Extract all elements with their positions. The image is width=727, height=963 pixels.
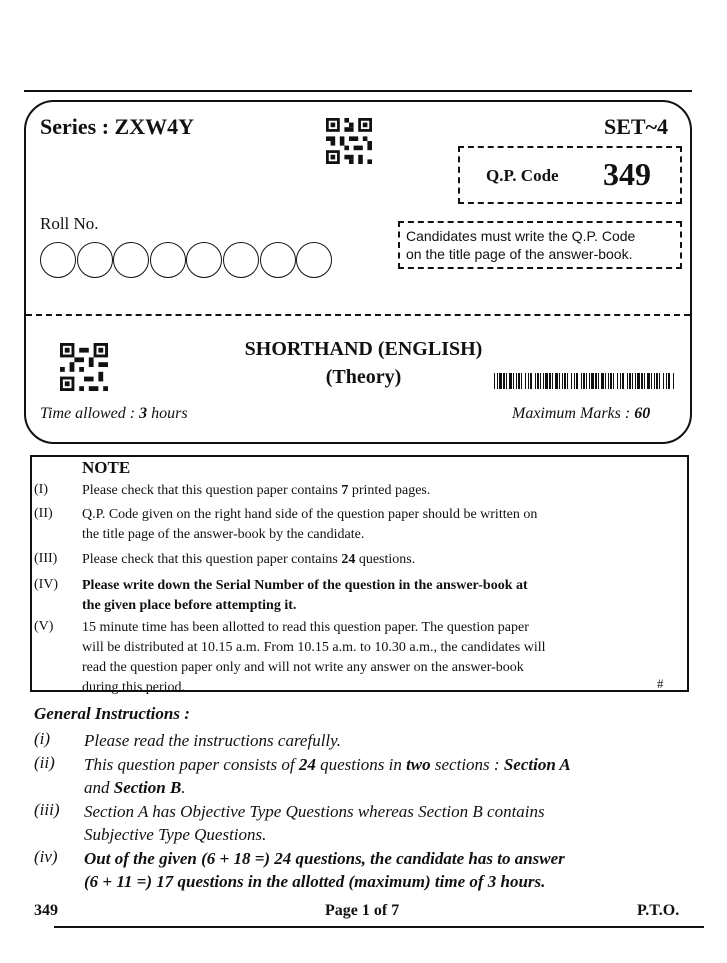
time-allowed-value: 3 [139, 405, 148, 422]
instruction-item [84, 847, 674, 893]
barcode-bar [666, 373, 667, 389]
barcode-icon [494, 373, 676, 389]
note-number: (IV) [34, 577, 59, 592]
barcode-bar [608, 373, 609, 389]
barcode-bar [549, 373, 551, 389]
barcode-bar [545, 373, 548, 389]
instruction-number: (i) [34, 729, 51, 748]
barcode-bar [601, 373, 604, 389]
barcode-bar [663, 373, 664, 389]
barcode-bar [668, 373, 670, 389]
barcode-bar [564, 373, 566, 389]
note-line: the given place before attempting it. [82, 598, 297, 613]
barcode-bar [656, 373, 658, 389]
instruction-item [84, 753, 654, 799]
roll-no-digit-box[interactable] [113, 242, 149, 278]
note-bold: 24 [341, 552, 356, 567]
barcode-bar [583, 373, 585, 389]
barcode-bar [576, 373, 578, 389]
header-separator [26, 314, 690, 316]
barcode-bar [506, 373, 507, 389]
roll-no-digit-box[interactable] [223, 242, 259, 278]
qp-code-label: Q.P. Code [486, 166, 559, 185]
qr-code-icon [324, 118, 374, 164]
barcode-bar [567, 373, 568, 389]
instruction-text: and [84, 778, 114, 797]
instruction-number: (iv) [34, 847, 58, 866]
barcode-bar [589, 373, 590, 389]
barcode-bar [543, 373, 544, 389]
end-mark: # [657, 676, 664, 691]
barcode-bar [571, 373, 572, 389]
roll-no-digit-box[interactable] [296, 242, 332, 278]
note-item [82, 550, 684, 570]
max-marks-label: Maximum Marks : [512, 405, 635, 422]
instruction-text: . [181, 778, 186, 797]
barcode-bar [574, 373, 575, 389]
roll-no-digit-box[interactable] [150, 242, 186, 278]
max-marks [512, 405, 650, 423]
note-text: printed pages. [348, 483, 431, 498]
instruction-line: Subjective Type Questions. [84, 825, 267, 844]
instruction-number: (ii) [34, 753, 55, 772]
note-line: the title page of the answer-book by the candidate. [82, 527, 365, 542]
instruction-text: sections : [430, 755, 504, 774]
barcode-bar [617, 373, 618, 389]
barcode-bar [503, 373, 505, 389]
qp-code-value: 349 [603, 156, 651, 192]
barcode-bar [537, 373, 539, 389]
instruction-item: Please read the instructions carefully. [84, 731, 342, 750]
instruction-bold: two [406, 755, 431, 774]
roll-no-digit-box[interactable] [186, 242, 222, 278]
instruction-line: Out of the given (6 + 18 =) 24 questions, the candidate has to answer [84, 849, 565, 868]
note-line: 15 minute time has been allotted to read this question paper. The question paper [82, 620, 529, 635]
footer-page-number: Page 1 of 7 [325, 902, 400, 919]
time-allowed-label: Time allowed : [40, 405, 140, 422]
instruction-line: Section A has Objective Type Questions whereas Section B contains [84, 802, 545, 821]
instruction-bold: 24 [298, 755, 316, 774]
barcode-bar [499, 373, 502, 389]
barcode-bar [644, 373, 645, 389]
roll-no-digit-box[interactable] [40, 242, 76, 278]
time-allowed [40, 405, 188, 423]
barcode-bar [562, 373, 563, 389]
barcode-bar [581, 373, 582, 389]
note-number: (I) [34, 482, 48, 497]
barcode-bar [659, 373, 660, 389]
barcode-bar [559, 373, 560, 389]
top-rule [24, 90, 692, 92]
note-item [82, 481, 684, 501]
barcode-bar [535, 373, 536, 389]
note-line: Please write down the Serial Number of the question in the answer-book at [82, 578, 528, 593]
barcode-bar [518, 373, 520, 389]
instruction-bold: Section B [113, 778, 182, 797]
barcode-bar [528, 373, 529, 389]
instruction-text: questions in [315, 755, 407, 774]
barcode-bar [605, 373, 606, 389]
barcode-bar [613, 373, 614, 389]
barcode-bar [552, 373, 553, 389]
note-line: will be distributed at 10.15 a.m. From 10.15 a.m. to 10.30 a.m., the candidates will [82, 640, 546, 655]
barcode-bar [586, 373, 587, 389]
barcode-bar [627, 373, 628, 389]
barcode-bar [654, 373, 655, 389]
subject-subtitle: (Theory) [325, 366, 402, 388]
footer-code: 349 [34, 902, 58, 919]
bottom-rule [54, 926, 704, 928]
note-number: (II) [34, 506, 53, 521]
roll-no-label: Roll No. [40, 214, 99, 233]
instruction-line [84, 776, 654, 799]
time-allowed-unit: hours [147, 405, 188, 422]
roll-no-digit-box[interactable] [77, 242, 113, 278]
roll-no-boxes [40, 242, 333, 278]
note-text: Please check that this question paper contains [82, 483, 342, 498]
instruction-item [84, 800, 654, 846]
note-line: Q.P. Code given on the right hand side of the question paper should be written on [82, 507, 538, 522]
barcode-bar [647, 373, 650, 389]
barcode-bar [610, 373, 612, 389]
subject-title: SHORTHAND (ENGLISH) [244, 338, 483, 360]
instruction-text: This question paper consists of [84, 755, 299, 774]
barcode-bar [516, 373, 517, 389]
note-number: (III) [34, 551, 58, 566]
barcode-bar [595, 373, 597, 389]
barcode-bar [494, 373, 495, 389]
barcode-bar [622, 373, 624, 389]
note-text: questions. [355, 552, 416, 567]
note-line: during this period. [82, 680, 186, 695]
general-instructions-title: General Instructions : [34, 704, 190, 723]
note-item [82, 618, 684, 698]
note-line: read the question paper only and will not write any answer on the answer-book [82, 660, 524, 675]
barcode-bar [497, 373, 498, 389]
barcode-bar [620, 373, 621, 389]
candidates-instruction-box [398, 221, 682, 269]
note-bold: 7 [341, 483, 349, 498]
barcode-bar [629, 373, 631, 389]
barcode-bar [525, 373, 526, 389]
instruction-line [84, 753, 654, 776]
barcode-bar [641, 373, 643, 389]
barcode-bar [673, 373, 674, 389]
barcode-bar [540, 373, 541, 389]
note-item [82, 576, 684, 616]
barcode-bar [598, 373, 599, 389]
candidates-instruction-line: on the title page of the answer-book. [406, 246, 633, 262]
set-label: SET~4 [604, 114, 669, 139]
note-text: Please check that this question paper contains [82, 552, 342, 567]
max-marks-value: 60 [634, 405, 651, 422]
barcode-bar [591, 373, 594, 389]
barcode-bar [521, 373, 522, 389]
barcode-bar [509, 373, 512, 389]
barcode-bar [635, 373, 636, 389]
candidates-instruction-line: Candidates must write the Q.P. Code [406, 228, 636, 244]
barcode-bar [632, 373, 633, 389]
series-label: Series : ZXW4Y [40, 114, 194, 139]
barcode-bar [637, 373, 640, 389]
instruction-line: (6 + 11 =) 17 questions in the allotted (maximum) time of 3 hours. [84, 872, 546, 891]
roll-no-digit-box[interactable] [260, 242, 296, 278]
barcode-bar [651, 373, 652, 389]
note-item [82, 505, 684, 545]
note-number: (V) [34, 619, 54, 634]
instruction-number: (iii) [34, 800, 60, 819]
instruction-bold: Section A [503, 755, 571, 774]
note-title: NOTE [82, 458, 131, 477]
barcode-bar [555, 373, 558, 389]
barcode-bar [530, 373, 532, 389]
barcode-bar [513, 373, 514, 389]
footer-pto: P.T.O. [637, 902, 680, 919]
